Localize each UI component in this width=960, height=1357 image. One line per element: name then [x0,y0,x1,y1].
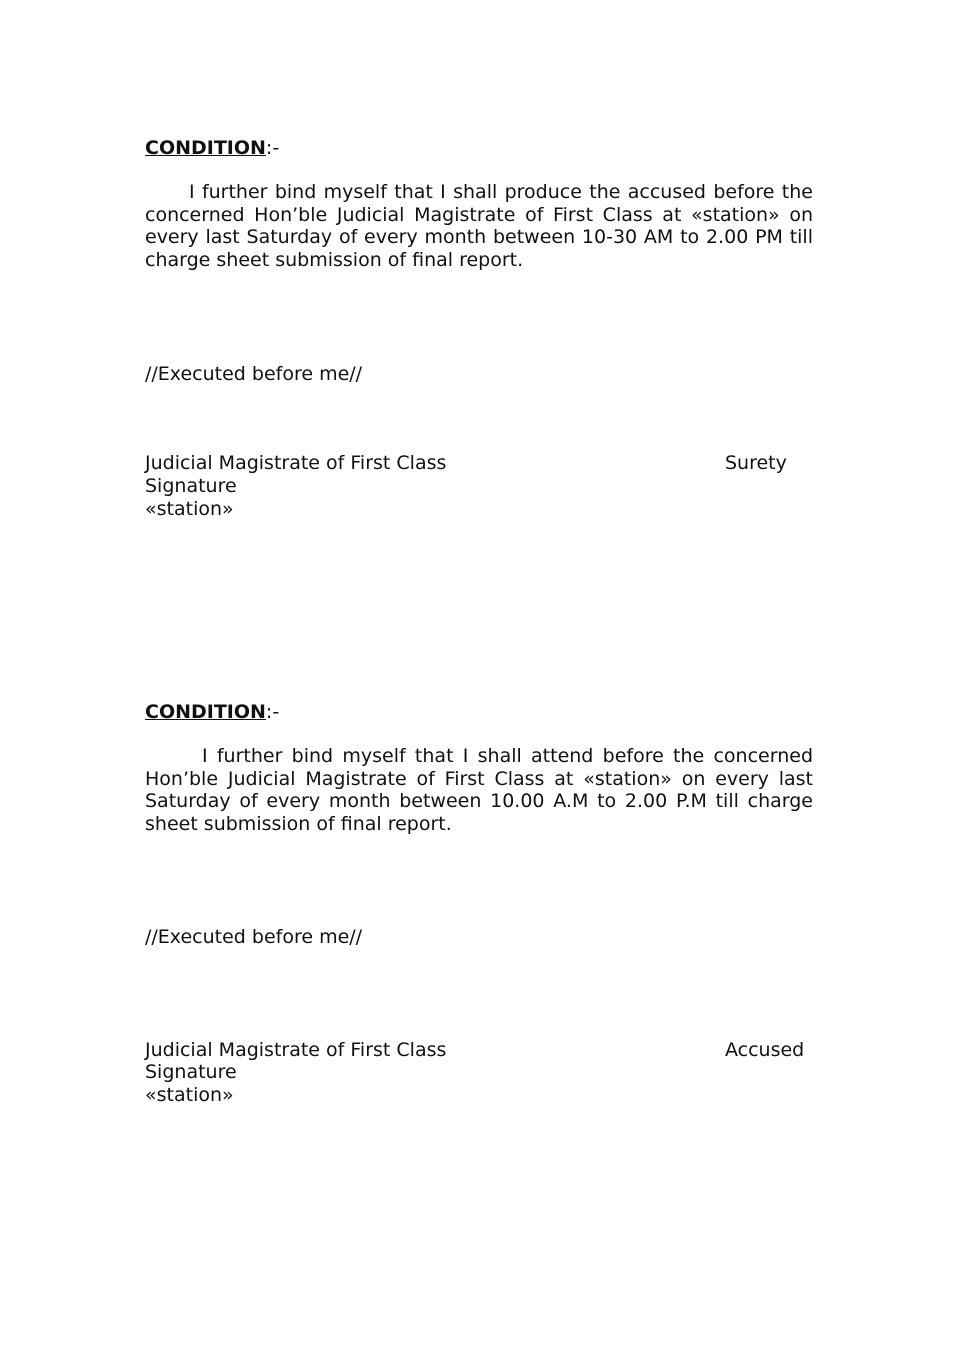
executed-before-me-2: //Executed before me// [145,926,363,948]
condition-heading-2 [145,701,279,724]
station-placeholder-2: «station» [145,1084,234,1106]
condition-heading-word: CONDITION [145,701,266,723]
condition-paragraph-2: I further bind myself that I shall attend before the concerned Hon’ble Judicial Magistrate of First Class at «station» on every last Saturday of every month between 10.00 A.M to 2.00 P.M till charge sheet submission of final report. [145,745,813,835]
station-placeholder-1: «station» [145,498,234,520]
signature-label-2: Signature [145,1061,237,1083]
magistrate-signature-label-1: Judicial Magistrate of First Class [145,452,447,474]
condition-heading-suffix: :- [265,701,280,723]
condition-heading-1 [145,137,279,160]
magistrate-signature-label-2: Judicial Magistrate of First Class [145,1039,447,1061]
surety-signature-label: Surety [725,452,787,474]
condition-heading-suffix: :- [265,137,280,159]
signature-label-1: Signature [145,475,237,497]
condition-heading-word: CONDITION [145,137,266,159]
accused-signature-label: Accused [725,1039,805,1061]
executed-before-me-1: //Executed before me// [145,363,363,385]
condition-paragraph-1: I further bind myself that I shall produce the accused before the concerned Hon’ble Judicial Magistrate of First Class at «station» on every last Saturday of every month between 10-30 AM to 2.00 PM till charge sheet submission of final report. [145,181,813,271]
